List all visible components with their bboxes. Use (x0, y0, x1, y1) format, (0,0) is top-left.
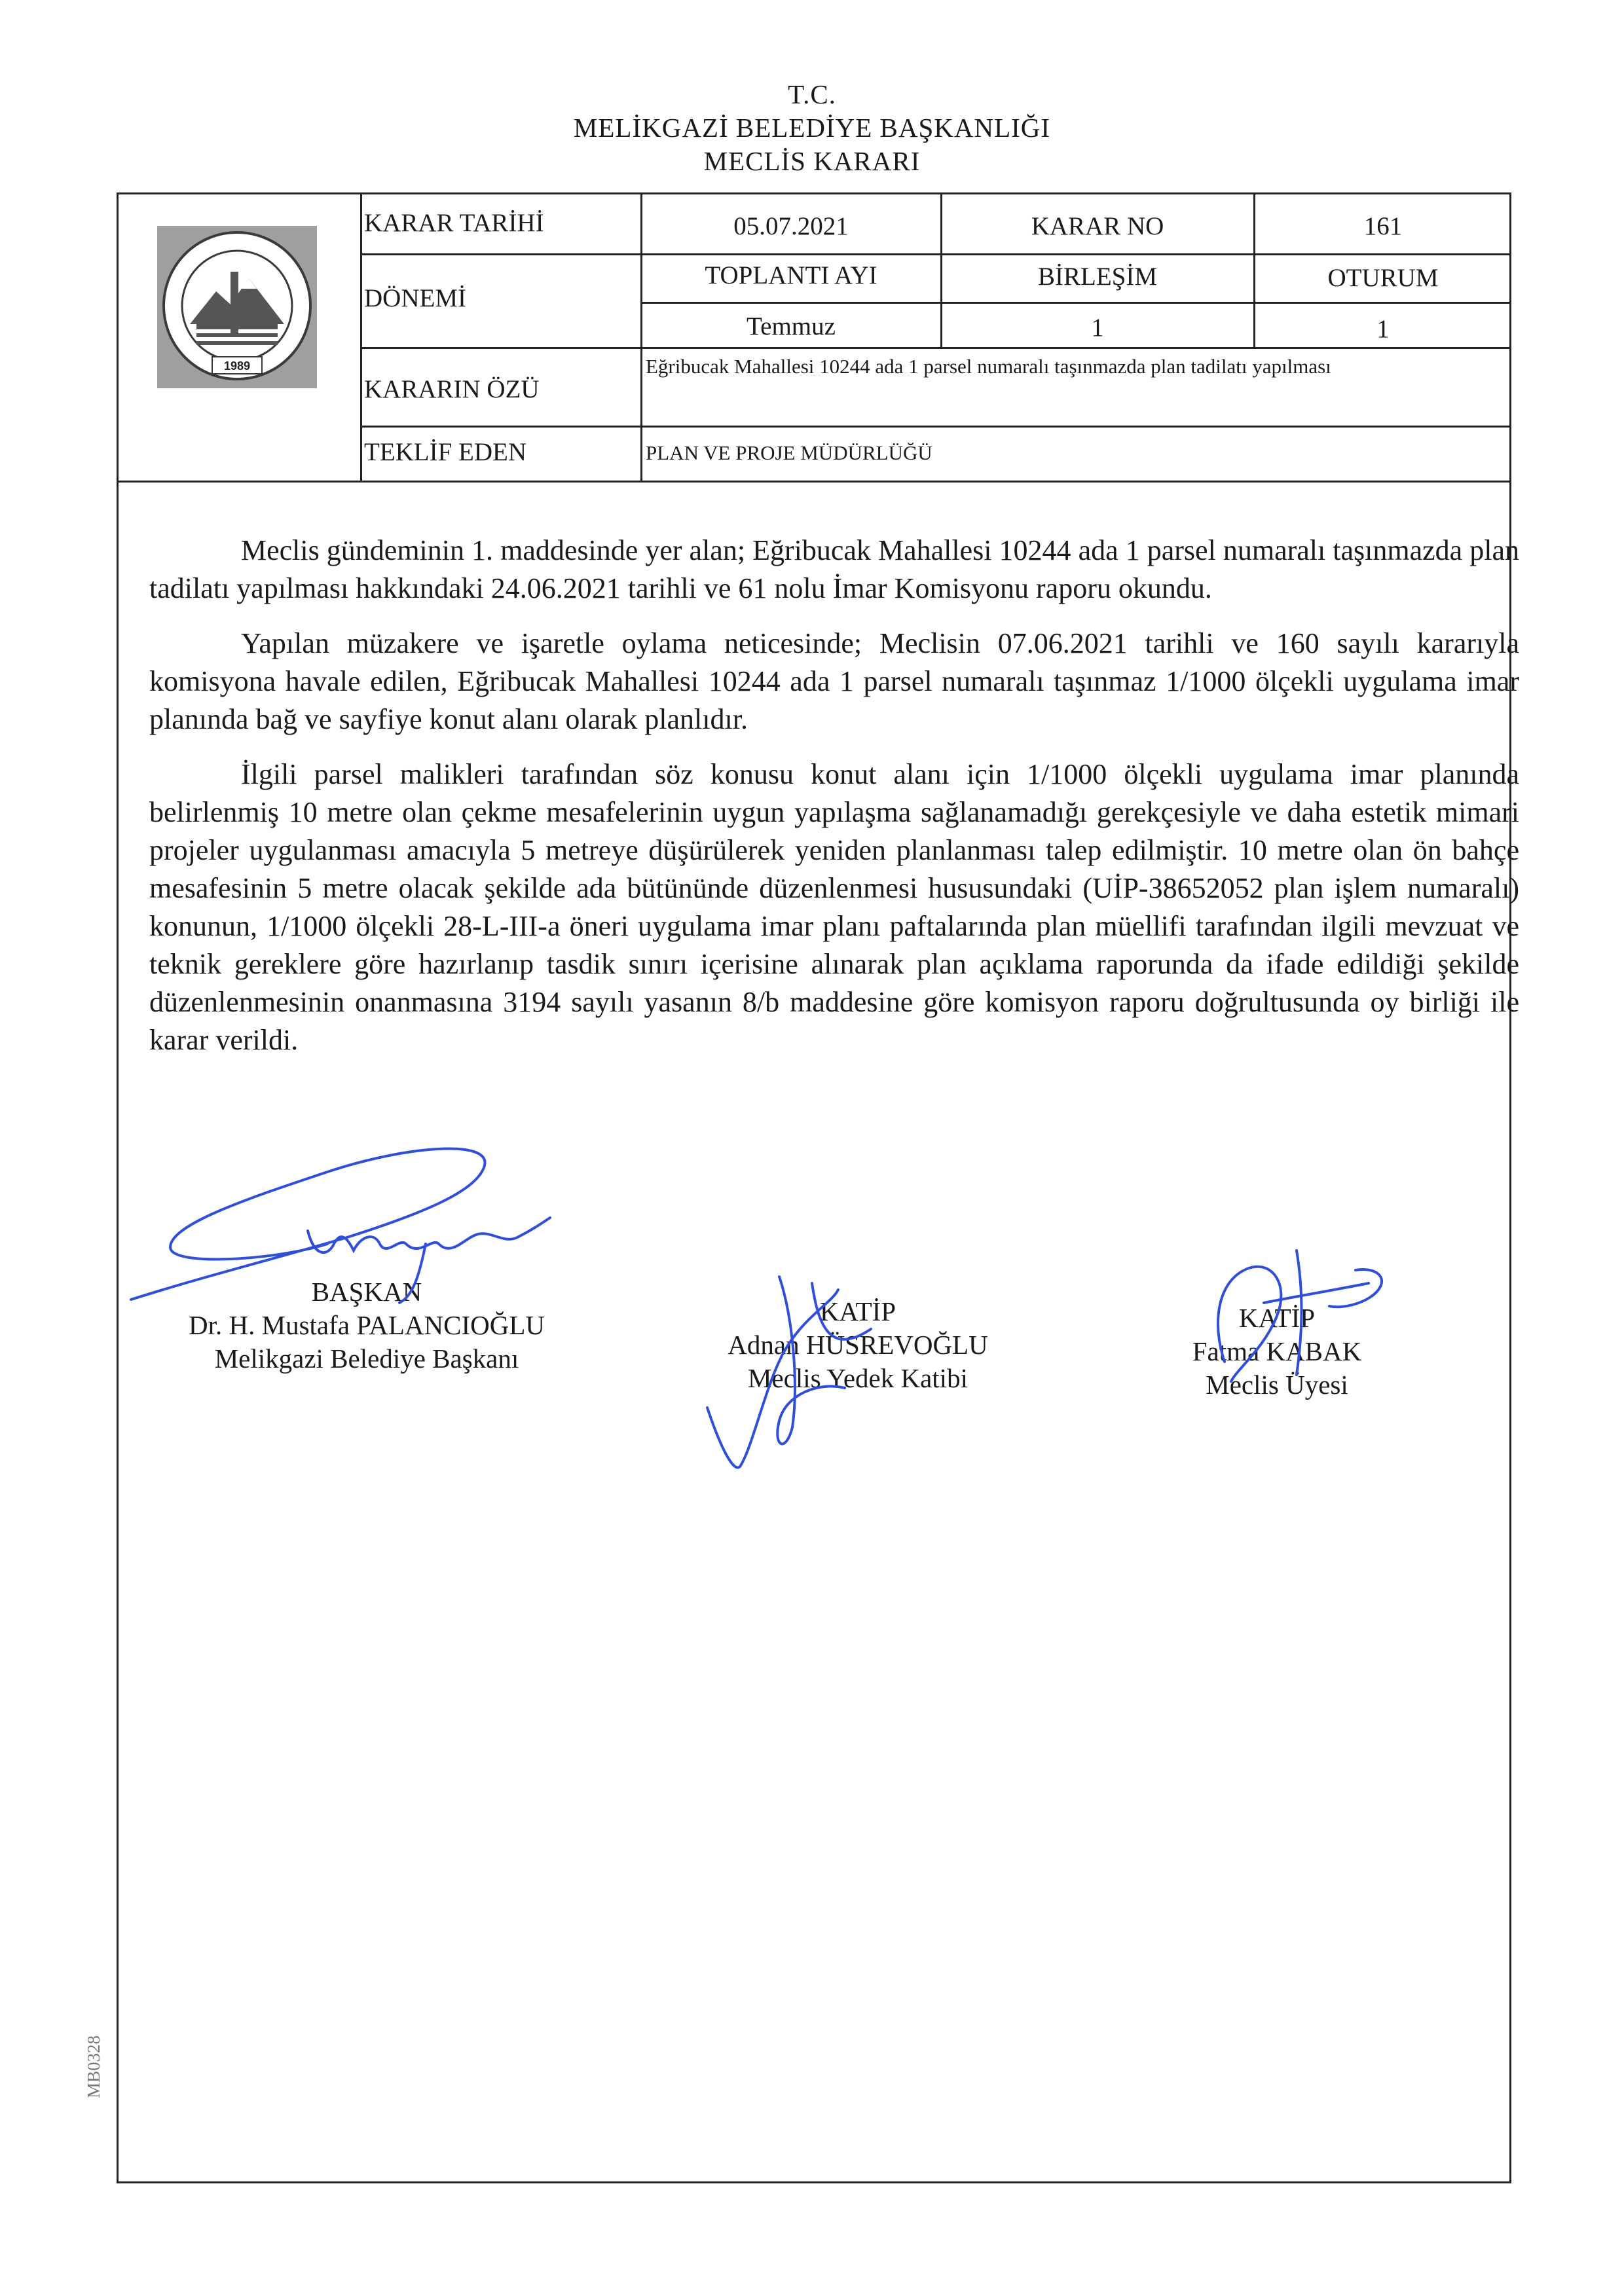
katip1-signature (701, 1250, 897, 1486)
table-line-2 (640, 302, 1511, 304)
katip2-title: KATİP (1238, 1303, 1316, 1333)
municipality-logo (157, 226, 317, 388)
baskan-role: Melikgazi Belediye Başkanı (214, 1343, 519, 1374)
toplanti-ayi-value: Temmuz (747, 312, 836, 340)
table-bottom-line (117, 481, 1511, 483)
katip1-role: Meclis Yedek Katibi (748, 1363, 968, 1393)
teklif-eden-label: TEKLİF EDEN (364, 438, 527, 466)
paragraph-1: Meclis gündeminin 1. maddesinde yer alan; Eğribucak Mahallesi 10244 ada 1 parsel numaralı taşınmazda plan tadilatı yapılması hakkındaki 24.06.2021 tarihli ve 61 nolu İmar Komisyonu raporu okundu. (149, 534, 1519, 604)
oturum-label: OTURUM (1327, 264, 1439, 292)
baskan-signature (111, 1126, 570, 1322)
katip2-role: Meclis Üyesi (1206, 1370, 1348, 1400)
karar-no-value: 161 (1363, 212, 1403, 240)
margin-code: MB0328 (84, 2035, 103, 2098)
toplanti-ayi-label: TOPLANTI AYI (705, 261, 877, 289)
header-title: MECLİS KARARI (703, 146, 921, 176)
table-line-1 (360, 253, 1511, 255)
karar-no-label: KARAR NO (1031, 212, 1164, 240)
decision-body (149, 532, 1519, 1076)
kararin-ozu-value: Eğribucak Mahallesi 10244 ada 1 parsel numaralı taşınmazda plan tadilatı yapılması (646, 355, 1331, 378)
birlesim-label: BİRLEŞİM (1037, 263, 1157, 291)
teklif-eden-value: PLAN VE PROJE MÜDÜRLÜĞÜ (646, 441, 932, 464)
karar-tarihi-value: 05.07.2021 (733, 212, 849, 240)
paragraph-3: İlgili parsel malikleri tarafından söz konusu konut alanı için 1/1000 ölçekli uygulama imar planında belirlenmiş 10 metre olan çekme mesafelerinin uygun yapılaşma sağlanamadığı gerekçesiyle ve daha estetik mimari projeler uygulanması amacıyla 5 metreye düşürülerek yeniden planlanması talep edilmiştir. 10 metre olan ön bahçe mesafesinin 5 metre olacak şekilde ada bütününde düzenlenmesi hususundaki (UİP-38652052 plan işlem numaralı) konunun, 1/1000 ölçekli 28-L-III-a öneri uygulama imar planı paftalarında plan müellifi tarafından ilgili mevzuat ve teknik gereklere göre hazırlanıp tasdik sınırı içerisine alınarak plan açıklama raporunda da ifade edildiği şekilde düzenlenmesinin onanmasına 3194 sayılı yasanın 8/b maddesine göre komisyon raporu doğrultusunda oy birliği ile karar verildi. (149, 758, 1519, 1056)
katip1-name: Adnan HÜSREVOĞLU (728, 1330, 988, 1360)
header-municipality: MELİKGAZİ BELEDİYE BAŞKANLIĞI (573, 113, 1051, 143)
seal-icon (157, 226, 317, 388)
katip2-name: Fatma KABAK (1192, 1336, 1362, 1366)
table-line-3 (360, 347, 1511, 349)
baskan-title: BAŞKAN (311, 1277, 422, 1307)
kararin-ozu-label: KARARIN ÖZÜ (364, 375, 540, 403)
baskan-name: Dr. H. Mustafa PALANCIOĞLU (189, 1310, 545, 1340)
donemi-label: DÖNEMİ (364, 284, 466, 312)
oturum-value: 1 (1376, 315, 1390, 343)
table-line-4 (360, 426, 1511, 428)
karar-tarihi-label: KARAR TARİHİ (364, 209, 544, 237)
header-tc: T.C. (788, 79, 836, 109)
katip2-signature (1198, 1231, 1408, 1401)
katip1-title: KATİP (819, 1296, 896, 1326)
paragraph-2: Yapılan müzakere ve işaretle oylama neticesinde; Meclisin 07.06.2021 tarihli ve 160 sayılı kararıyla komisyona havale edilen, Eğribucak Mahallesi 10244 ada 1 parsel numaralı taşınmaz 1/1000 ölçekli uygulama imar planında bağ ve sayfiye konut alanı olarak planlıdır. (149, 627, 1519, 735)
svg-text:1989: 1989 (223, 359, 251, 373)
birlesim-value: 1 (1091, 314, 1104, 342)
table-vline-1 (360, 192, 362, 481)
